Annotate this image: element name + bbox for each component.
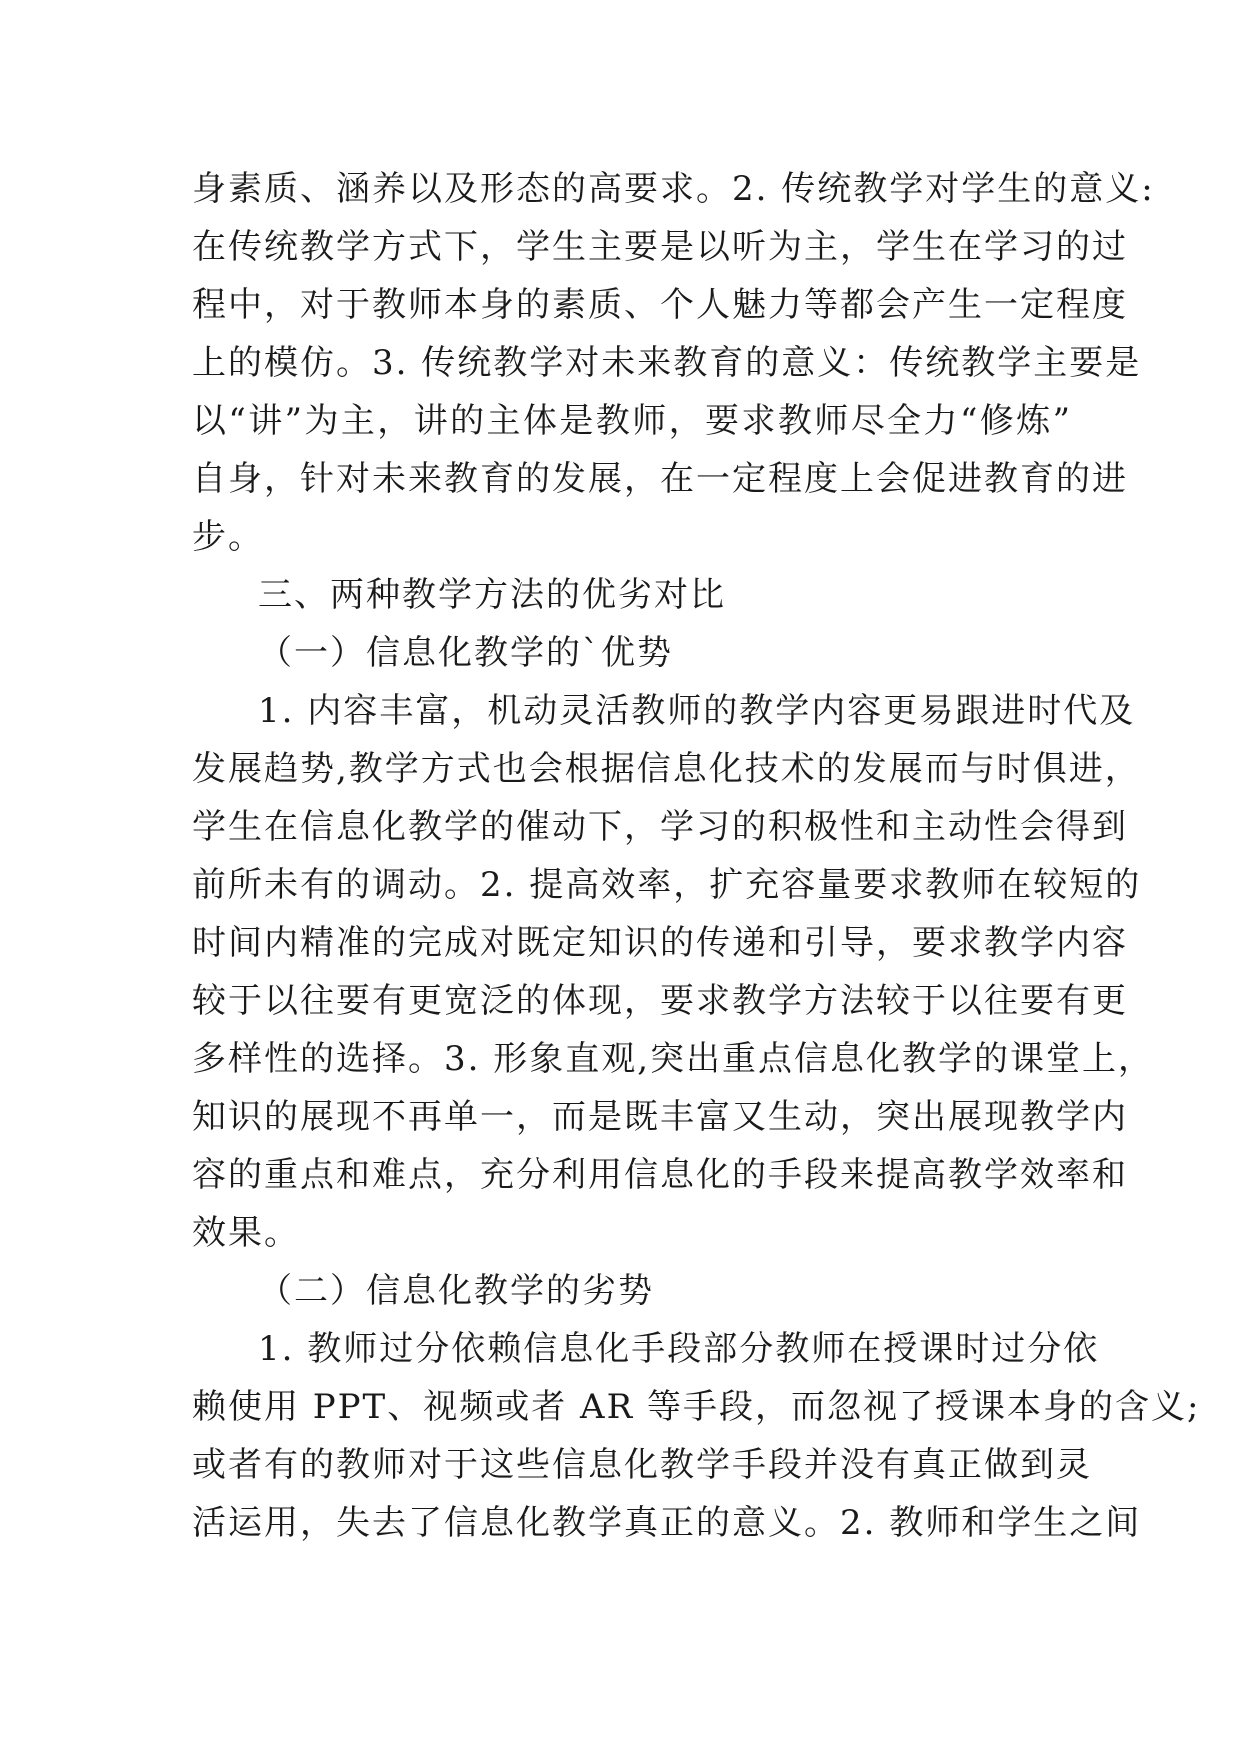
text-line: 上的模仿。3. 传统教学对未来教育的意义：传统教学主要是 (192, 343, 1142, 383)
text-line: 较于以往要有更宽泛的体现，要求教学方法较于以往要有更 (192, 981, 1128, 1021)
text-line: 前所未有的调动。2. 提高效率，扩充容量要求教师在较短的 (192, 865, 1142, 905)
paragraph-first-line: 1. 内容丰富，机动灵活教师的教学内容更易跟进时代及 (258, 691, 1136, 731)
subsection-heading: （二）信息化教学的劣势 (258, 1271, 654, 1311)
text-line: 身素质、涵养以及形态的高要求。2. 传统教学对学生的意义: (192, 169, 1155, 209)
text-line: 活运用，失去了信息化教学真正的意义。2. 教师和学生之间 (192, 1503, 1142, 1543)
text-line: 发展趋势,教学方式也会根据信息化技术的发展而与时俱进， (192, 749, 1141, 789)
text-line: 效果。 (192, 1213, 300, 1253)
text-line: 时间内精准的完成对既定知识的传递和引导，要求教学内容 (192, 923, 1128, 963)
text-line: 赖使用 PPT、视频或者 AR 等手段，而忽视了授课本身的含义; (192, 1387, 1201, 1427)
text-line: 以“讲”为主，讲的主体是教师，要求教师尽全力“修炼” (192, 401, 1072, 441)
text-line: 程中，对于教师本身的素质、个人魅力等都会产生一定程度 (192, 285, 1128, 325)
text-line: 在传统教学方式下，学生主要是以听为主，学生在学习的过 (192, 227, 1128, 267)
text-line: 容的重点和难点，充分利用信息化的手段来提高教学效率和 (192, 1155, 1128, 1195)
section-heading: 三、两种教学方法的优劣对比 (258, 575, 726, 615)
text-line: 步。 (192, 517, 264, 557)
subsection-heading: （一）信息化教学的`优势 (258, 633, 673, 673)
text-line: 学生在信息化教学的催动下，学习的积极性和主动性会得到 (192, 807, 1128, 847)
paragraph-first-line: 1. 教师过分依赖信息化手段部分教师在授课时过分依 (258, 1329, 1100, 1369)
text-line: 多样性的选择。3. 形象直观,突出重点信息化教学的课堂上， (192, 1039, 1155, 1079)
text-line: 或者有的教师对于这些信息化教学手段并没有真正做到灵 (192, 1445, 1092, 1485)
text-line: 知识的展现不再单一，而是既丰富又生动，突出展现教学内 (192, 1097, 1128, 1137)
text-line: 自身，针对未来教育的发展，在一定程度上会促进教育的进 (192, 459, 1128, 499)
